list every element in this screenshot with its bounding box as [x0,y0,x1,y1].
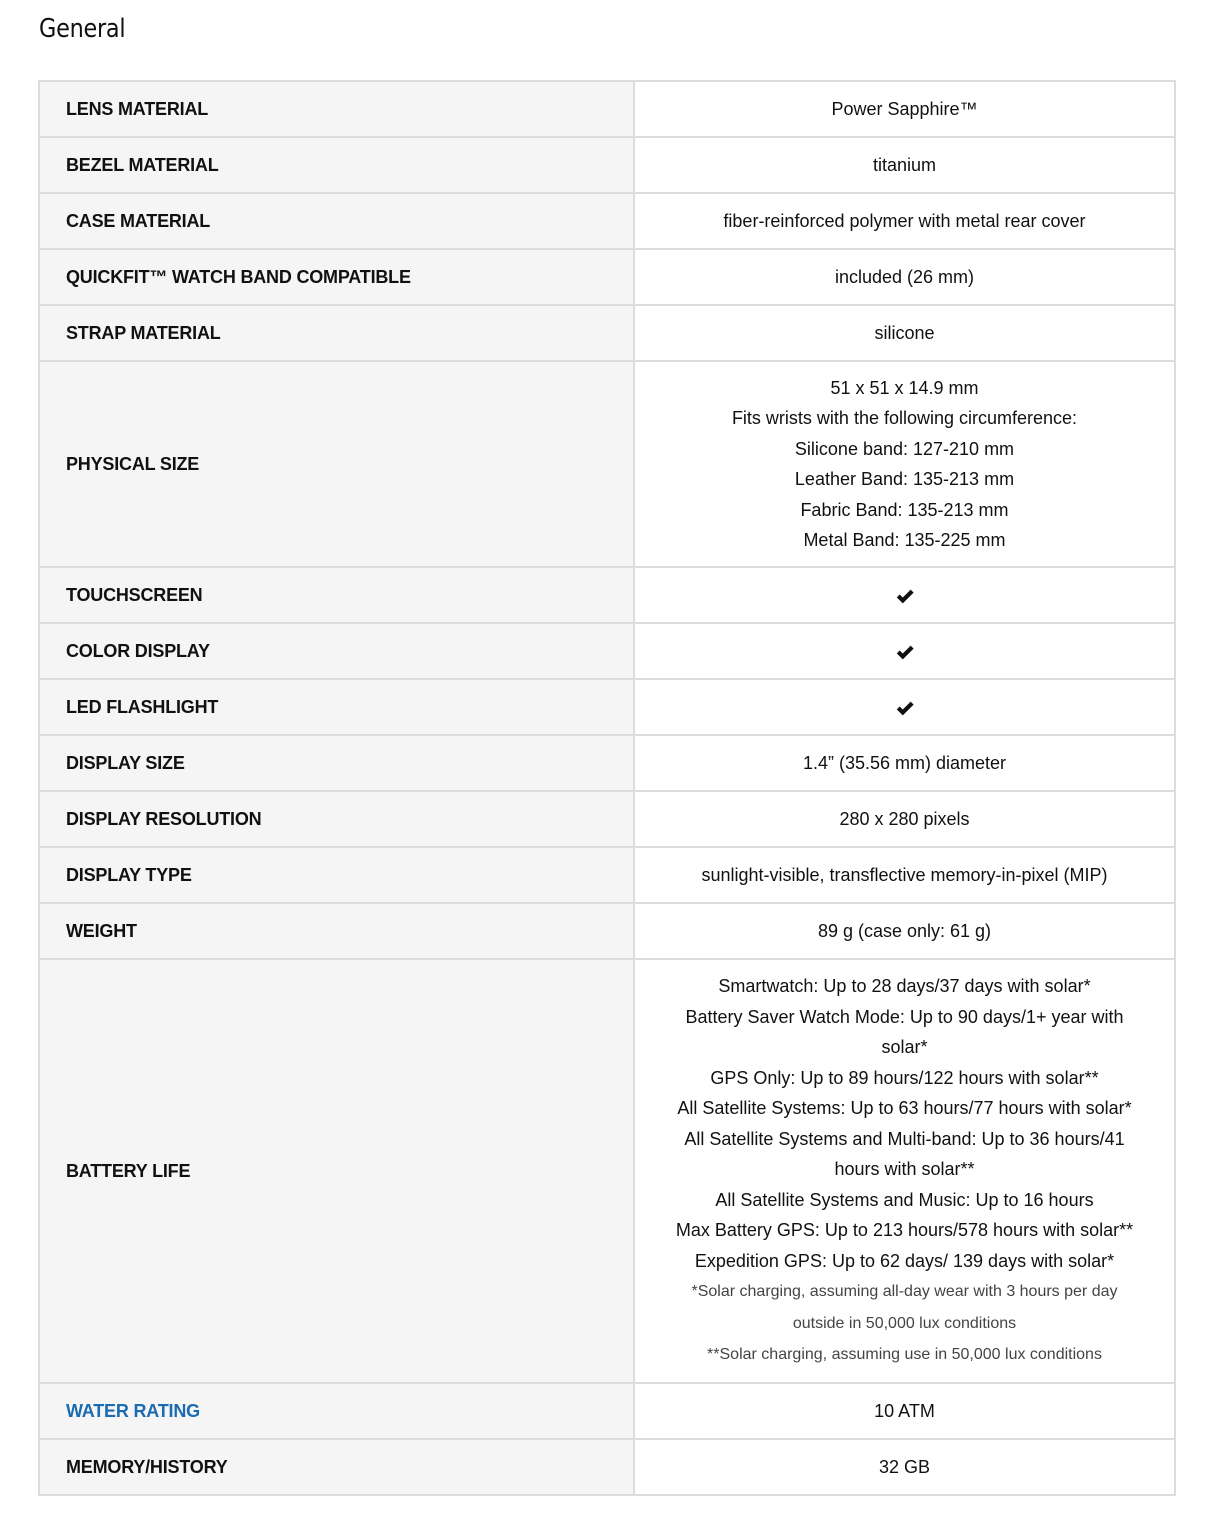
spec-value: 280 x 280 pixels [634,791,1175,847]
spec-row-bezel-material [39,137,1175,193]
footnote: outside in 50,000 lux conditions [792,1314,1017,1332]
spec-label: DISPLAY RESOLUTION [39,791,634,847]
spec-row-battery-life [39,959,1175,1383]
spec-label: LED FLASHLIGHT [39,679,634,735]
spec-value-line: Max Battery GPS: Up to 213 hours/578 hours with solar** [675,1220,1134,1241]
spec-label: DISPLAY TYPE [39,847,634,903]
spec-value: 32 GB [634,1439,1175,1495]
spec-value [634,567,1175,623]
check-icon [894,697,916,719]
spec-value-line: Metal Band: 135-225 mm [803,530,1006,550]
spec-row-led-flashlight [39,679,1175,735]
spec-row-display-size [39,735,1175,791]
check-icon [894,585,916,607]
spec-row-display-type [39,847,1175,903]
spec-label: STRAP MATERIAL [39,305,634,361]
footnote: **Solar charging, assuming use in 50,000 lux conditions [707,1346,1102,1364]
spec-value-line: Expedition GPS: Up to 62 days/ 139 days with solar* [694,1250,1115,1271]
spec-value-line: solar* [881,1037,928,1058]
spec-value-line: 51 x 51 x 14.9 mm [830,377,979,398]
section-title: General [39,14,126,44]
spec-value-line: Silicone band: 127-210 mm [794,438,1015,459]
spec-value: silicone [634,305,1175,361]
spec-value [634,959,1175,1383]
spec-label: QUICKFIT™ WATCH BAND COMPATIBLE [39,249,634,305]
spec-label: BATTERY LIFE [39,959,634,1383]
check-icon [894,641,916,663]
spec-row-weight [39,903,1175,959]
footnote: *Solar charging, assuming all-day wear with 3 hours per day [691,1283,1118,1301]
spec-row-memory-history [39,1439,1175,1495]
spec-row-display-resolution [39,791,1175,847]
spec-row-case-material [39,193,1175,249]
spec-value [634,679,1175,735]
spec-value: 89 g (case only: 61 g) [634,903,1175,959]
spec-label: CASE MATERIAL [39,193,634,249]
spec-label: COLOR DISPLAY [39,623,634,679]
spec-value-line: hours with solar** [834,1159,975,1180]
spec-label: BEZEL MATERIAL [39,137,634,193]
spec-value-line: Fits wrists with the following circumference: [731,408,1078,428]
spec-label: LENS MATERIAL [39,81,634,137]
spec-value-line: Smartwatch: Up to 28 days/37 days with solar* [718,976,1091,997]
spec-row-physical-size [39,361,1175,567]
spec-value: fiber-reinforced polymer with metal rear cover [634,193,1175,249]
spec-value-line: All Satellite Systems and Multi-band: Up to 36 hours/41 [684,1128,1125,1149]
spec-label: WEIGHT [39,903,634,959]
spec-label[interactable]: WATER RATING [39,1383,634,1439]
spec-row-lens-material [39,81,1175,137]
spec-value: 1.4” (35.56 mm) diameter [634,735,1175,791]
specs-table [38,80,1176,1496]
spec-value-line: All Satellite Systems: Up to 63 hours/77 hours with solar* [677,1098,1132,1119]
spec-label: TOUCHSCREEN [39,567,634,623]
spec-value [634,361,1175,567]
spec-value-line: GPS Only: Up to 89 hours/122 hours with solar** [710,1067,1099,1088]
spec-value-line: Leather Band: 135-213 mm [794,469,1015,489]
spec-row-strap-material [39,305,1175,361]
spec-value: Power Sapphire™ [634,81,1175,137]
spec-value: titanium [634,137,1175,193]
spec-value-line: All Satellite Systems and Music: Up to 16 hours [715,1189,1094,1210]
spec-value-line: Battery Saver Watch Mode: Up to 90 days/1+ year with [685,1006,1124,1027]
spec-label: MEMORY/HISTORY [39,1439,634,1495]
spec-label: DISPLAY SIZE [39,735,634,791]
spec-row-color-display [39,623,1175,679]
spec-value-line: Fabric Band: 135-213 mm [800,499,1009,520]
spec-row-water-rating [39,1383,1175,1439]
spec-row-quickfit-watch-band-compatible [39,249,1175,305]
spec-value: sunlight-visible, transflective memory-in-pixel (MIP) [634,847,1175,903]
spec-row-touchscreen [39,567,1175,623]
spec-label: PHYSICAL SIZE [39,361,634,567]
spec-value: 10 ATM [634,1383,1175,1439]
spec-value: included (26 mm) [634,249,1175,305]
spec-value [634,623,1175,679]
